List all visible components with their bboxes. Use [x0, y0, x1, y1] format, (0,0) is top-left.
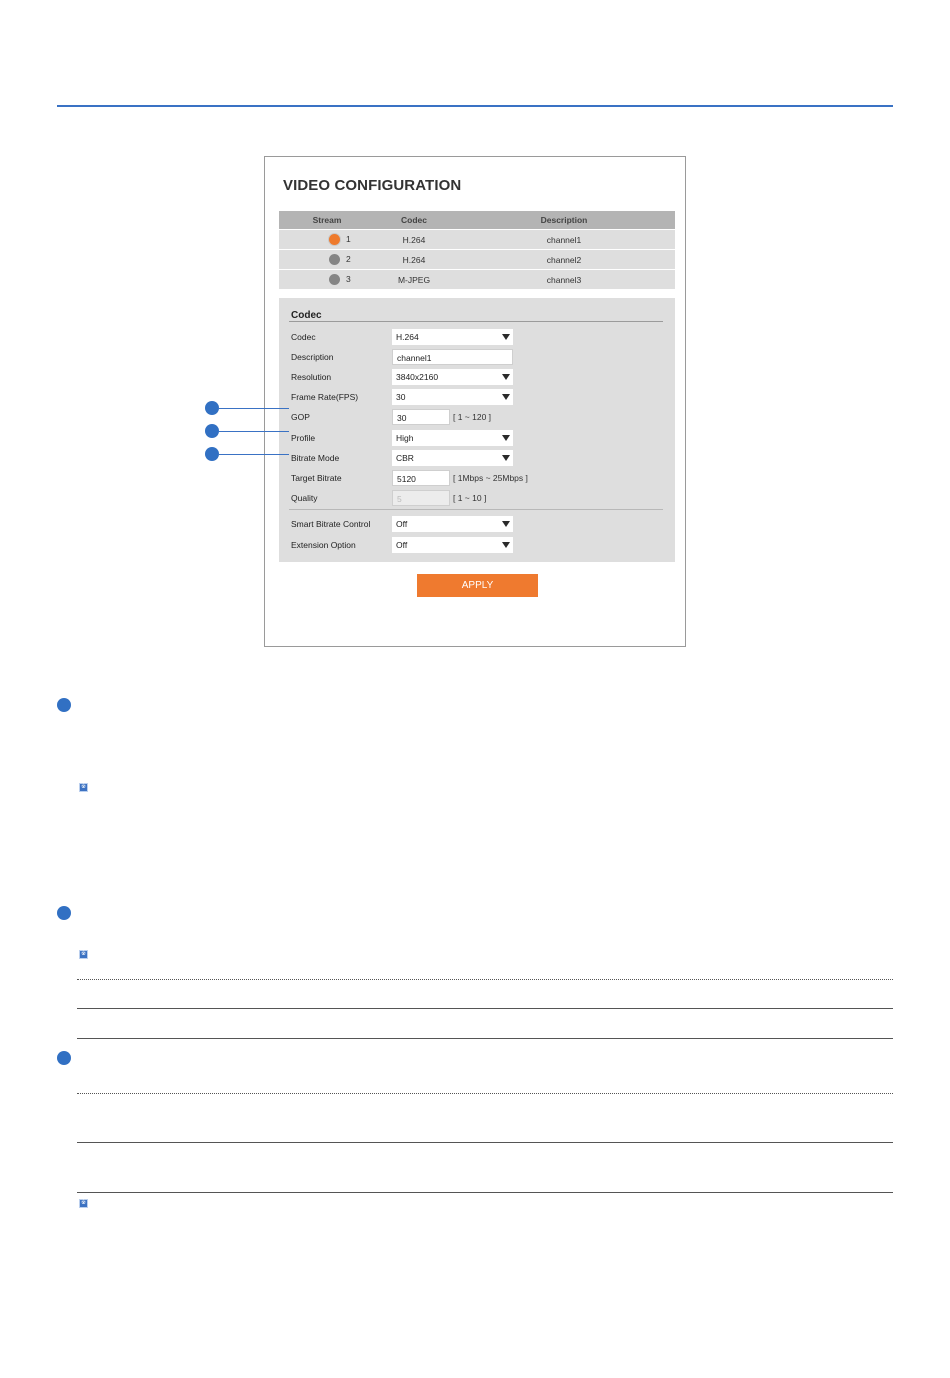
resolution-label: Resolution	[291, 372, 332, 382]
table-divider	[77, 1038, 893, 1039]
table-row[interactable]	[279, 230, 675, 249]
frame-rate-label: Frame Rate(FPS)	[291, 392, 359, 402]
gop-row	[291, 409, 671, 425]
section-marker-icon	[57, 906, 71, 920]
bitrate-mode-select[interactable]: CBR	[392, 450, 513, 466]
header-description: Description	[540, 215, 588, 225]
stream-number: 3	[346, 274, 351, 284]
table-divider	[77, 1192, 893, 1193]
extension-option-select[interactable]: Off	[392, 537, 513, 553]
target-bitrate-input[interactable]: 5120	[392, 470, 450, 486]
stream-radio-2[interactable]	[329, 254, 340, 265]
stream-number: 2	[346, 254, 351, 264]
target-bitrate-label: Target Bitrate	[291, 473, 342, 483]
callout-leader-line	[219, 454, 289, 455]
stream-table	[279, 211, 675, 289]
smart-bitrate-row	[291, 516, 671, 532]
quality-range: [ 1 ~ 10 ]	[453, 493, 487, 503]
gop-label: GOP	[291, 412, 310, 422]
header-codec: Codec	[401, 215, 427, 225]
codec-row	[291, 329, 671, 345]
description-label: Description	[291, 352, 334, 362]
target-bitrate-row	[291, 470, 671, 486]
quality-row	[291, 490, 671, 506]
table-divider-dotted	[77, 1093, 893, 1094]
profile-row	[291, 430, 671, 446]
note-icon: ※	[80, 784, 87, 790]
codec-settings	[279, 298, 675, 562]
gop-input[interactable]: 30	[392, 409, 450, 425]
apply-button[interactable]: APPLY	[417, 574, 538, 597]
stream-codec: H.264	[402, 254, 426, 265]
resolution-row	[291, 369, 671, 385]
quality-input: 5	[392, 490, 450, 506]
profile-label: Profile	[291, 433, 316, 443]
frame-rate-select[interactable]: 30	[392, 389, 513, 405]
note-icon: ※	[80, 1200, 87, 1206]
section-divider	[289, 509, 663, 510]
callout-marker-icon	[205, 424, 219, 438]
resolution-select[interactable]: 3840x2160	[392, 369, 513, 385]
note-icon: ※	[80, 951, 87, 957]
video-configuration-panel	[264, 156, 686, 647]
stream-codec: H.264	[402, 234, 426, 245]
callout-leader-line	[219, 408, 289, 409]
smart-bitrate-select[interactable]: Off	[392, 516, 513, 532]
frame-rate-row	[291, 389, 671, 405]
smart-bitrate-label: Smart Bitrate Control	[291, 519, 371, 529]
bitrate-mode-label: Bitrate Mode	[291, 453, 340, 463]
description-input[interactable]: channel1	[392, 349, 513, 365]
section-marker-icon	[57, 698, 71, 712]
extension-option-row	[291, 537, 671, 553]
codec-select[interactable]: H.264	[392, 329, 513, 345]
callout-marker-icon	[205, 447, 219, 461]
profile-select[interactable]: High	[392, 430, 513, 446]
quality-label: Quality	[291, 493, 318, 503]
header-rule	[57, 105, 893, 107]
stream-radio-3[interactable]	[329, 274, 340, 285]
table-row[interactable]	[279, 250, 675, 269]
description-row	[291, 349, 671, 365]
extension-option-label: Extension Option	[291, 540, 356, 550]
codec-label: Codec	[291, 332, 316, 342]
page-title: VIDEO CONFIGURATION	[283, 177, 462, 194]
stream-number: 1	[346, 234, 351, 244]
stream-radio-1[interactable]	[329, 234, 340, 245]
table-divider	[77, 1008, 893, 1009]
table-divider-dotted	[77, 979, 893, 980]
stream-description: channel3	[546, 274, 582, 285]
stream-table-header	[279, 211, 675, 229]
stream-description: channel2	[546, 254, 582, 265]
callout-marker-icon	[205, 401, 219, 415]
bitrate-mode-row	[291, 450, 671, 466]
section-divider	[289, 321, 663, 322]
codec-section-title: Codec	[291, 310, 322, 321]
gop-range: [ 1 ~ 120 ]	[453, 412, 492, 422]
callout-leader-line	[219, 431, 289, 432]
table-divider	[77, 1142, 893, 1143]
header-stream: Stream	[312, 215, 342, 225]
table-row[interactable]	[279, 270, 675, 289]
section-marker-icon	[57, 1051, 71, 1065]
stream-description: channel1	[546, 234, 582, 245]
target-bitrate-range: [ 1Mbps ~ 25Mbps ]	[453, 473, 528, 483]
stream-codec: M-JPEG	[397, 274, 431, 285]
